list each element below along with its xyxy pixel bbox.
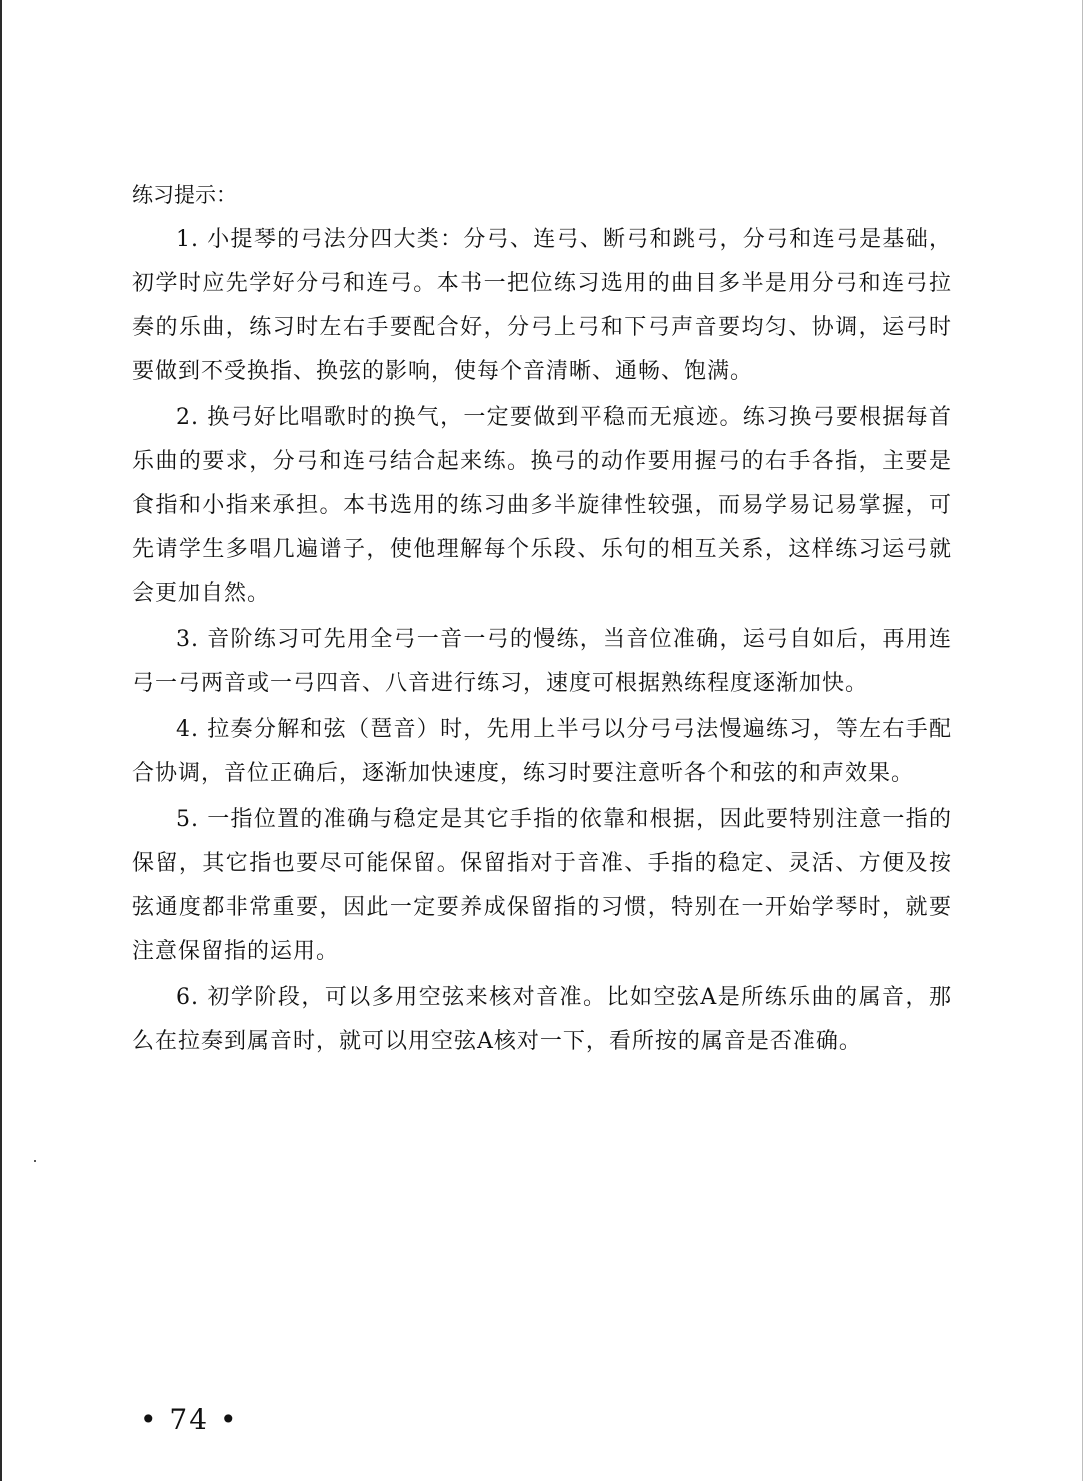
page-right-edge xyxy=(1082,0,1083,1481)
page-left-edge xyxy=(0,0,2,1481)
paragraph-4: 4. 拉奏分解和弦（琶音）时，先用上半弓以分弓弓法慢遍练习，等左右手配合协调，音位正确后，逐渐加快速度，练习时要注意听各个和弦的和声效果。 xyxy=(132,717,952,786)
paragraph-1: 1. 小提琴的弓法分四大类：分弓、连弓、断弓和跳弓，分弓和连弓是基础，初学时应先学好分弓和连弓。本书一把位练习选用的曲目多半是用分弓和连弓拉奏的乐曲，练习时左右手要配合好，分弓上弓和下弓声音要均匀、协调，运弓时要做到不受换指、换弦的影响，使每个音清晰、通畅、饱满。 xyxy=(132,227,952,384)
paragraph-3: 3. 音阶练习可先用全弓一音一弓的慢练，当音位准确，运弓自如后，再用连弓一弓两音或一弓四音、八音进行练习，速度可根据熟练程度逐渐加快。 xyxy=(132,627,952,696)
paragraph-5: 5. 一指位置的准确与稳定是其它手指的依靠和根据，因此要特别注意一指的保留，其它指也要尽可能保留。保留指对于音准、手指的稳定、灵活、方便及按弦通度都非常重要，因此一定要养成保留指的习惯，特别在一开始学琴时，就要注意保留指的运用。 xyxy=(132,807,952,964)
page-number: • 74 • xyxy=(140,1403,239,1436)
scan-speck xyxy=(34,1160,36,1162)
paragraph-6: 6. 初学阶段，可以多用空弦来核对音准。比如空弦A是所练乐曲的属音，那么在拉奏到属音时，就可以用空弦A核对一下，看所按的属音是否准确。 xyxy=(132,985,952,1054)
paragraph-2: 2. 换弓好比唱歌时的换气，一定要做到平稳而无痕迹。练习换弓要根据每首乐曲的要求，分弓和连弓结合起来练。换弓的动作要用握弓的右手各指，主要是食指和小指来承担。本书选用的练习曲多半旋律性较强，而易学易记易掌握，可先请学生多唱几遍谱子，使他理解每个乐段、乐句的相互关系，这样练习运弓就会更加自然。 xyxy=(132,405,952,606)
section-heading: 练习提示： xyxy=(132,183,237,207)
document-body xyxy=(132,178,952,1066)
